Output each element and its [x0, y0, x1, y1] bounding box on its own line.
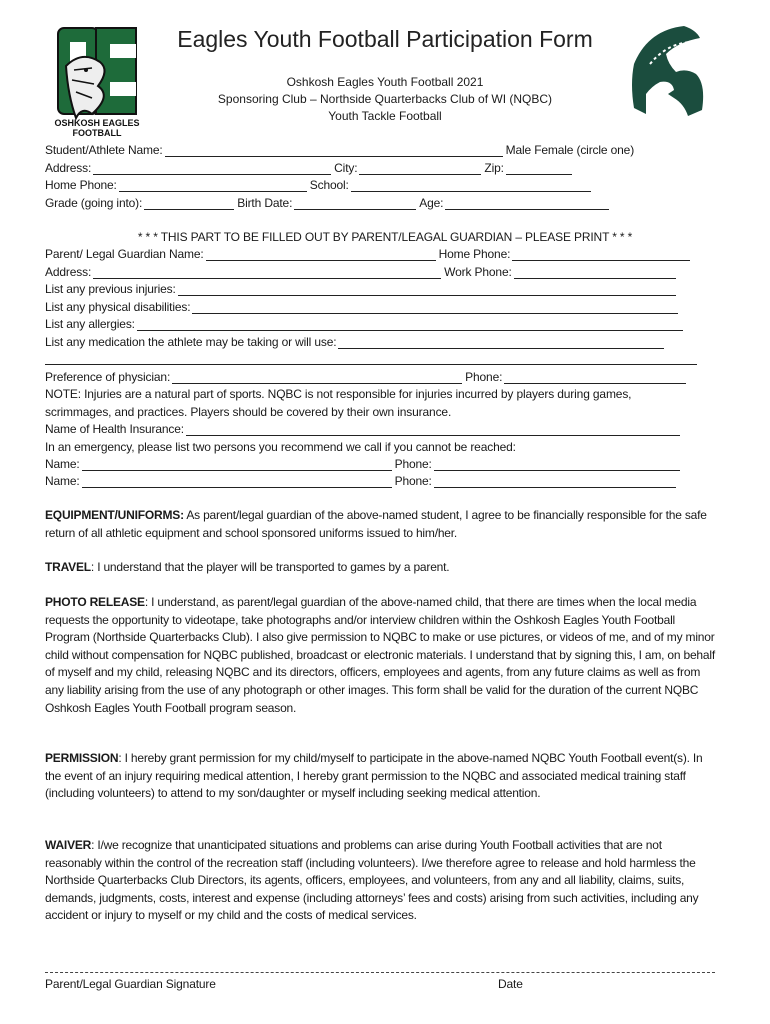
work-phone-label: Work Phone: — [444, 265, 512, 279]
waiver-section — [45, 837, 717, 925]
disabilities-field[interactable] — [192, 300, 678, 314]
section-heading: PERMISSION — [45, 751, 119, 765]
physician-row — [45, 369, 689, 387]
note-line: scrimmages, and practices. Players should be covered by their own insurance. — [45, 405, 452, 419]
section-heading: TRAVEL — [45, 560, 91, 574]
guardian-section-header: * * * THIS PART TO BE FILLED OUT BY PARENT/LEAGAL GUARDIAN – PLEASE PRINT * * * — [137, 230, 633, 244]
age-label: Age: — [419, 196, 444, 210]
injuries-label: List any previous injuries: — [45, 282, 176, 296]
city-field[interactable] — [359, 161, 481, 175]
physician-phone-label: Phone: — [465, 370, 503, 384]
section-heading: WAIVER — [45, 838, 92, 852]
grade-label: Grade (going into): — [45, 196, 143, 210]
contact-name-label: Name: — [45, 474, 80, 488]
section-text: : I hereby grant permission for my child/myself to participate in the above-named NQBC Youth Football event(s). In the event of an injury requiring medical attention, I hereby grant permission to the NQBC and associated medical training staff (including volunteers) to attend to my son/daughter or myself including seeking medical attention. — [45, 751, 703, 801]
contact-name-label: Name: — [45, 457, 80, 471]
birth-date-field[interactable] — [294, 196, 416, 210]
medication-label: List any medication the athlete may be taking or will use: — [45, 335, 337, 349]
guardian-name-field[interactable] — [206, 247, 436, 261]
disabilities-row — [45, 299, 681, 317]
form-title: Eagles Youth Football Participation Form — [177, 26, 593, 52]
contact-phone-label: Phone: — [394, 474, 432, 488]
medication-row-2 — [45, 351, 700, 368]
disabilities-label: List any physical disabilities: — [45, 300, 191, 314]
address-field[interactable] — [93, 161, 331, 175]
allergies-field[interactable] — [137, 317, 683, 331]
athlete-phone-row — [45, 177, 594, 195]
athlete-grade-row — [45, 195, 612, 213]
svg-text:OSHKOSH EAGLES: OSHKOSH EAGLES — [54, 118, 140, 128]
home-phone-label: Home Phone: — [45, 178, 117, 192]
travel-section — [45, 559, 717, 577]
school-field[interactable] — [351, 178, 591, 192]
equipment-section — [45, 507, 717, 542]
permission-section — [45, 750, 717, 803]
contact-phone-label: Phone: — [394, 457, 432, 471]
athlete-address-row — [45, 160, 575, 178]
zip-field[interactable] — [506, 161, 572, 175]
zip-label: Zip: — [484, 161, 504, 175]
birth-date-label: Birth Date: — [237, 196, 293, 210]
emergency-text: In an emergency, please list two persons you recommend we call if you cannot be reached: — [45, 440, 516, 454]
physician-field[interactable] — [172, 370, 462, 384]
medication-field[interactable] — [338, 335, 664, 349]
insurance-row — [45, 421, 683, 439]
allergies-label: List any allergies: — [45, 317, 135, 331]
city-label: City: — [334, 161, 358, 175]
contact-phone-field[interactable] — [434, 474, 676, 488]
guardian-address-label: Address: — [45, 265, 92, 279]
svg-text:FOOTBALL: FOOTBALL — [72, 128, 122, 138]
address-label: Address: — [45, 161, 92, 175]
athlete-name-row — [45, 142, 634, 160]
note-line: NOTE: Injuries are a natural part of sports. NQBC is not responsible for injuries incurred by players during games, — [45, 387, 632, 401]
guardian-address-row — [45, 264, 679, 282]
grade-field[interactable] — [144, 196, 234, 210]
athlete-name-field[interactable] — [165, 143, 503, 157]
physician-phone-field[interactable] — [504, 370, 686, 384]
emergency-contact-row — [45, 473, 679, 491]
gender-label[interactable]: Male Female (circle one) — [505, 143, 635, 157]
home-phone-field[interactable] — [119, 178, 307, 192]
school-label: School: — [309, 178, 349, 192]
allergies-row — [45, 316, 686, 334]
contact-name-field[interactable] — [82, 457, 392, 471]
emergency-contact-row — [45, 456, 683, 474]
contact-phone-field[interactable] — [434, 457, 680, 471]
section-heading: PHOTO RELEASE — [45, 595, 145, 609]
medication-field-continued[interactable] — [45, 351, 697, 365]
subtitle-line: Youth Tackle Football — [328, 109, 442, 123]
guardian-home-phone-field[interactable] — [512, 247, 690, 261]
guardian-home-phone-label: Home Phone: — [438, 247, 511, 261]
injuries-field[interactable] — [178, 282, 676, 296]
age-field[interactable] — [445, 196, 609, 210]
insurance-field[interactable] — [186, 422, 680, 436]
injuries-row — [45, 281, 679, 299]
signature-line[interactable] — [45, 972, 715, 973]
section-text: : I understand, as parent/legal guardian of the above-named child, that there are times when the local media requests the opportunity to videotape, take photographs and/or interview children within the Oshkosh Eagles Youth Football Program (Northside Quarterbacks Club). I also give permission to NQBC to make or use pictures, or videos of me, and of my minor child without compensation for NQBC published, broadcast or electronic materials. I understand that by signing this, I am, on behalf of myself and my child, releasing NQBC and its directors, officers, employees and agents, from any future claims as well as from any liability arising from the use of any photograph or other images. This form shall be valid for the duration of the current NQBC Oshkosh Eagles Youth Football program season. — [45, 595, 715, 715]
section-text: : I/we recognize that unanticipated situations and problems can arise during Youth Football activities that are not reasonably within the control of the recreation staff (including volunteers). I/we therefore agree to release and hold harmless the Northside Quarterbacks Club Directors, its agents, officers, employees, and volunteers, from any and all liability, claims, suits, demands, judgments, costs, interest and expense (including attorneys’ fees and costs) arising from such activities, including any accident or injury to myself or my child and the costs of medical services. — [45, 838, 699, 923]
subtitle-line: Sponsoring Club – Northside Quarterbacks Club of WI (NQBC) — [217, 92, 553, 106]
contact-name-field[interactable] — [82, 474, 392, 488]
section-text: As parent/legal guardian of the above-named student, I agree to be financially responsible for the safe return of all athletic equipment and school sponsored uniforms issued to him/her. — [45, 508, 707, 540]
athlete-name-label: Student/Athlete Name: — [45, 143, 163, 157]
guardian-name-label: Parent/ Legal Guardian Name: — [45, 247, 204, 261]
physician-label: Preference of physician: — [45, 370, 171, 384]
subtitle-line: Oshkosh Eagles Youth Football 2021 — [286, 75, 484, 89]
section-text: : I understand that the player will be transported to games by a parent. — [90, 560, 450, 574]
date-label: Date — [498, 977, 523, 991]
signature-label: Parent/Legal Guardian Signature — [45, 977, 216, 991]
section-heading: EQUIPMENT/UNIFORMS: — [45, 508, 184, 522]
insurance-label: Name of Health Insurance: — [45, 422, 184, 436]
photo-release-section — [45, 594, 717, 717]
medication-row — [45, 334, 667, 352]
guardian-address-field[interactable] — [93, 265, 441, 279]
guardian-name-row — [45, 246, 693, 264]
work-phone-field[interactable] — [514, 265, 676, 279]
